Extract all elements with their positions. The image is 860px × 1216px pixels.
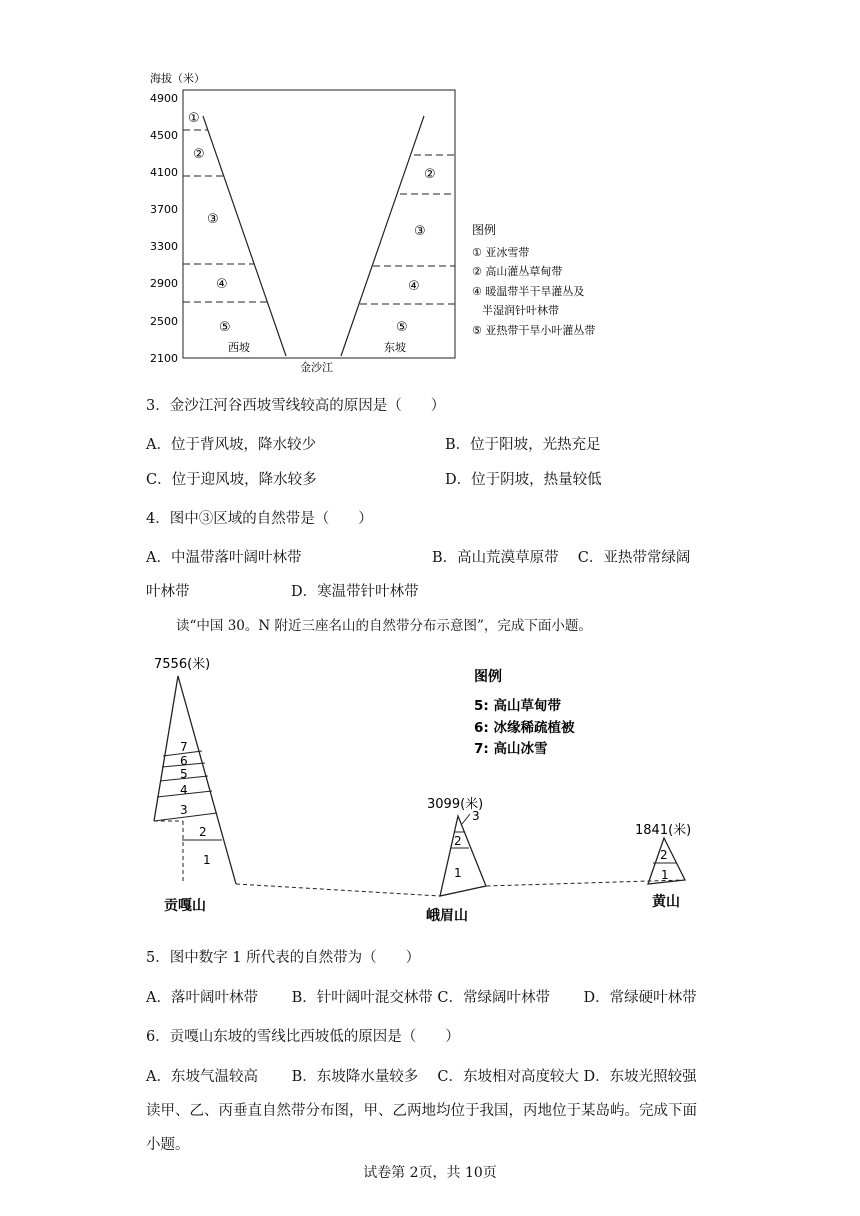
zone-mark: ② (424, 167, 436, 182)
y-tick: 2500 (150, 315, 178, 328)
question-3-stem: 3．金沙江河谷西坡雪线较高的原因是（ ） (146, 398, 446, 414)
emei-outline (440, 816, 486, 896)
legend-item: ④ 暖温带半干旱灌丛及 (472, 285, 585, 298)
legend-item: 7: 高山冰雪 (474, 741, 548, 757)
zone-mark: ② (193, 147, 205, 162)
west-slope-line (203, 116, 286, 356)
west-slope-label: 西坡 (228, 341, 250, 354)
q6-options: A．东坡气温较高 B．东坡降水量较多 C．东坡相对高度较大 D．东坡光照较强 (146, 1069, 697, 1085)
question-6-stem: 6．贡嘎山东坡的雪线比西坡低的原因是（ ） (146, 1029, 460, 1045)
emei-height: 3099(米) (427, 797, 484, 812)
huangshan-zone: 1 (661, 868, 669, 882)
river-label: 金沙江 (300, 361, 333, 374)
zone-mark: ① (188, 111, 200, 126)
legend-item: ① 亚冰雪带 (472, 246, 530, 259)
zone-mark: ③ (207, 212, 219, 227)
q4-options-line1: A．中温带落叶阔叶林带 B．高山荒漠草原带 C．亚热带常绿阔 (146, 550, 691, 566)
gongga-name: 贡嘎山 (164, 898, 206, 914)
q3-option-c: C．位于迎风坡，降水较多 (146, 472, 317, 488)
gongga-zone: 6 (180, 754, 188, 768)
y-axis-label: 海拔（米） (150, 72, 205, 85)
figure-three-mountains (140, 648, 720, 930)
question-4-stem: 4．图中③区域的自然带是（ ） (146, 511, 373, 527)
question-5-stem: 5．图中数字 1 所代表的自然带为（ ） (146, 950, 421, 966)
y-tick: 2100 (150, 352, 178, 365)
baseline (236, 880, 683, 896)
east-slope-label: 东坡 (384, 341, 406, 354)
figure-jinsha-valley (140, 68, 620, 378)
y-tick: 3700 (150, 203, 178, 216)
gongga-zone: 1 (203, 853, 211, 867)
gongga-zone: 3 (180, 803, 188, 817)
gongga-zone: 5 (180, 767, 188, 781)
legend-item: 半湿润针叶林带 (482, 304, 559, 317)
zone-mark: ⑤ (396, 320, 408, 335)
q3-option-d: D．位于阴坡，热量较低 (445, 472, 602, 488)
legend-title: 图例 (474, 669, 502, 685)
y-tick: 3300 (150, 240, 178, 253)
page-footer: 试卷第 2页，共 10页 (363, 1165, 497, 1181)
y-ticks (150, 92, 178, 365)
gongga-height: 7556(米) (154, 657, 211, 672)
emei-zone: 2 (454, 834, 462, 848)
legend-item: ⑤ 亚热带干旱小叶灌丛带 (472, 324, 596, 337)
q5-options: A．落叶阔叶林带 B．针叶阔叶混交林带 C．常绿阔叶林带 D．常绿硬叶林带 (146, 990, 697, 1006)
legend-title: 图例 (472, 223, 497, 237)
legend-item: ② 高山灌丛草甸带 (472, 265, 563, 278)
emei-name: 峨眉山 (426, 908, 468, 924)
zone-mark: ④ (216, 277, 228, 292)
legend-item: 6: 冰缘稀疏植被 (474, 720, 575, 736)
huangshan-height: 1841(米) (635, 823, 692, 838)
emei-zone: 1 (454, 866, 462, 880)
zone-mark: ④ (408, 279, 420, 294)
zone-mark: ⑤ (219, 320, 231, 335)
intro-vertical-zones-line1: 读甲、乙、丙垂直自然带分布图，甲、乙两地均位于我国，丙地位于某岛屿。完成下面 (146, 1103, 697, 1119)
q3-option-a: A．位于背风坡，降水较少 (146, 437, 316, 453)
intro-vertical-zones-line2: 小题。 (146, 1137, 190, 1153)
y-tick: 4500 (150, 129, 178, 142)
legend-item: 5: 高山草甸带 (474, 698, 561, 714)
emei-zone: 3 (472, 809, 480, 823)
gongga-zone: 2 (199, 825, 207, 839)
q3-option-b: B．位于阳坡，光热充足 (445, 437, 601, 453)
huangshan-zone: 2 (660, 848, 668, 862)
gongga-zone: 4 (180, 783, 188, 797)
intro-three-mountains: 读“中国 30。N 附近三座名山的自然带分布示意图”，完成下面小题。 (176, 618, 592, 634)
q4-options-line2: 叶林带 D．寒温带针叶林带 (146, 584, 419, 600)
huangshan-name: 黄山 (652, 894, 680, 910)
east-slope-line (341, 116, 424, 356)
y-tick: 2900 (150, 277, 178, 290)
y-tick: 4100 (150, 166, 178, 179)
zone-mark: ③ (414, 224, 426, 239)
gongga-zone: 7 (180, 740, 188, 754)
y-tick: 4900 (150, 92, 178, 105)
